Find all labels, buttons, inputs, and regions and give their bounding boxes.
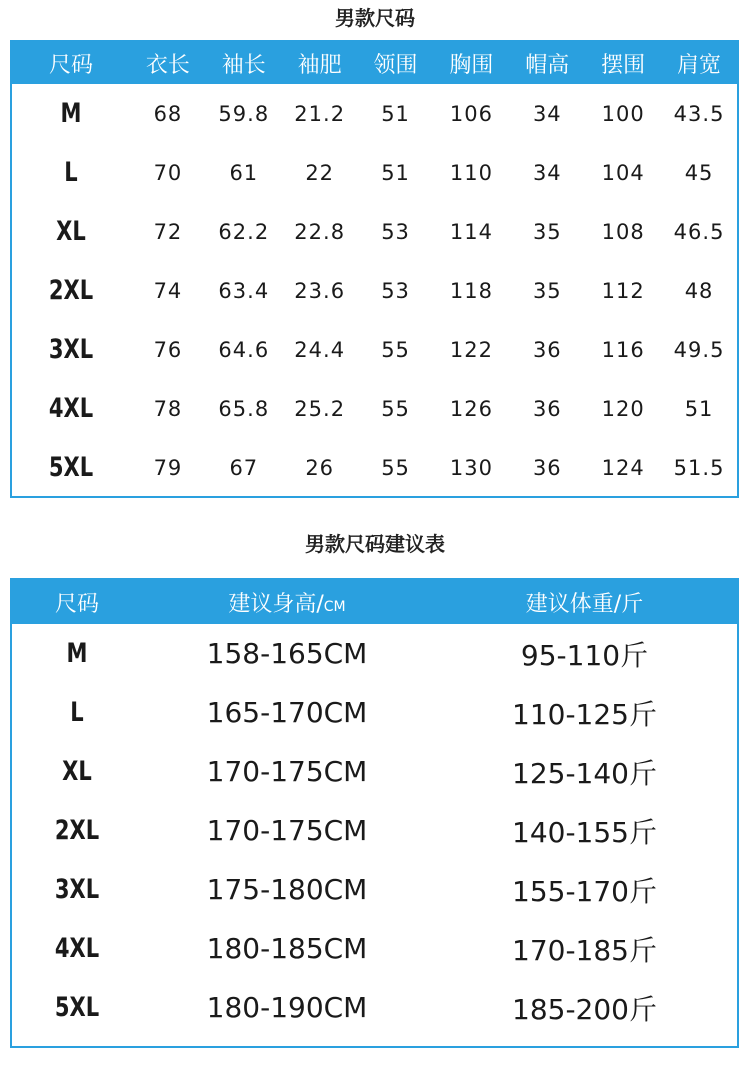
table-row	[12, 919, 737, 978]
table-cell: 55	[381, 337, 410, 362]
table-cell: 72	[153, 219, 183, 244]
table-cell: 104	[601, 160, 645, 185]
header-cell-size: 尺码	[54, 591, 99, 617]
size-chart-table	[10, 40, 739, 498]
table-cell: 130	[449, 455, 493, 480]
table-cell: 49.5	[673, 337, 725, 362]
header-cell: 摆围	[601, 52, 646, 78]
recommendation-table	[10, 578, 739, 1048]
table-cell: 126	[449, 396, 493, 421]
table-cell: 43.5	[673, 101, 725, 126]
table-cell: 24.4	[294, 337, 346, 362]
size-label: 2XL	[54, 815, 100, 846]
table-cell: 120	[601, 396, 645, 421]
height-cell: 170-175CM	[206, 814, 368, 847]
header-cell: 袖长	[221, 52, 266, 78]
header-cell: 领围	[373, 52, 418, 78]
table-cell: 26	[305, 455, 335, 480]
table-cell: 25.2	[294, 396, 346, 421]
size-label: 2XL	[48, 275, 94, 306]
header-cell: 尺码	[48, 52, 93, 78]
height-cell: 175-180CM	[206, 873, 368, 906]
size-label: M	[66, 638, 88, 669]
table-row	[12, 379, 737, 438]
table-cell: 61	[229, 160, 259, 185]
header-height-unit: CM	[323, 598, 346, 615]
table-cell: 63.4	[218, 278, 270, 303]
height-cell: 170-175CM	[206, 755, 368, 788]
header-cell: 帽高	[525, 52, 570, 78]
table-cell: 114	[449, 219, 493, 244]
table-cell: 51	[381, 160, 410, 185]
size-label: XL	[62, 756, 92, 787]
table-cell: 74	[153, 278, 183, 303]
table-row	[12, 742, 737, 801]
table-cell: 108	[601, 219, 645, 244]
table-cell: 116	[601, 337, 645, 362]
table-row	[12, 202, 737, 261]
table-row	[12, 438, 737, 497]
header-cell-weight: 建议体重/斤	[525, 591, 644, 617]
height-cell: 180-190CM	[206, 991, 368, 1024]
size-label: 3XL	[54, 874, 100, 905]
table-cell: 45	[684, 160, 714, 185]
table-cell: 65.8	[218, 396, 270, 421]
height-cell: 180-185CM	[206, 932, 368, 965]
table-cell: 51	[381, 101, 410, 126]
table-row	[12, 683, 737, 742]
table-cell: 53	[381, 219, 410, 244]
size-chart-body	[12, 84, 737, 497]
table-cell: 35	[532, 278, 562, 303]
table-cell: 36	[532, 337, 562, 362]
weight-cell: 125-140斤	[512, 756, 657, 790]
table-cell: 23.6	[294, 278, 346, 303]
header-cell: 肩宽	[677, 52, 722, 78]
size-label: 4XL	[48, 393, 94, 424]
size-label: 5XL	[54, 992, 100, 1023]
table-row	[12, 143, 737, 202]
table-cell: 55	[381, 455, 410, 480]
table-cell: 36	[532, 396, 562, 421]
header-cell-height	[142, 587, 432, 618]
table-row	[12, 84, 737, 143]
size-label: 4XL	[54, 933, 100, 964]
header-cell: 胸围	[449, 52, 494, 78]
header-cell: 衣长	[145, 52, 190, 78]
header-height-label: 建议身高/	[228, 591, 324, 617]
table-cell: 22	[305, 160, 335, 185]
table-row	[12, 320, 737, 379]
table-row	[12, 978, 737, 1037]
table-cell: 64.6	[218, 337, 270, 362]
table-cell: 53	[381, 278, 410, 303]
table-cell: 78	[153, 396, 183, 421]
table-cell: 34	[532, 160, 562, 185]
height-cell: 165-170CM	[206, 696, 368, 729]
table-cell: 51	[684, 396, 714, 421]
table-cell: 124	[601, 455, 645, 480]
size-label: M	[60, 98, 82, 129]
table-cell: 51.5	[673, 455, 725, 480]
recommendation-title: 男款尺码建议表	[305, 532, 445, 556]
table-row	[12, 261, 737, 320]
table-row	[12, 801, 737, 860]
table-cell: 55	[381, 396, 410, 421]
size-label: 3XL	[48, 334, 94, 365]
table-cell: 67	[229, 455, 259, 480]
table-cell: 35	[532, 219, 562, 244]
weight-cell: 110-125斤	[512, 697, 657, 731]
weight-cell: 185-200斤	[512, 992, 657, 1026]
weight-cell: 95-110斤	[520, 638, 649, 672]
table-cell: 76	[153, 337, 183, 362]
size-label: 5XL	[48, 452, 94, 483]
table-cell: 46.5	[673, 219, 725, 244]
table-row	[12, 624, 737, 683]
weight-cell: 140-155斤	[512, 815, 657, 849]
table-cell: 110	[449, 160, 493, 185]
table-cell: 79	[153, 455, 183, 480]
weight-cell: 170-185斤	[512, 933, 657, 967]
table-cell: 112	[601, 278, 645, 303]
table-cell: 106	[449, 101, 493, 126]
header-cell: 袖肥	[297, 52, 342, 78]
table-cell: 70	[153, 160, 183, 185]
table-cell: 100	[601, 101, 645, 126]
size-label: L	[70, 697, 84, 728]
table-cell: 68	[153, 101, 183, 126]
size-label: L	[64, 157, 78, 188]
table-cell: 122	[449, 337, 493, 362]
table-cell: 62.2	[218, 219, 270, 244]
table-cell: 36	[532, 455, 562, 480]
table-cell: 21.2	[294, 101, 346, 126]
table-cell: 34	[532, 101, 562, 126]
recommendation-body	[12, 624, 737, 1037]
weight-cell: 155-170斤	[512, 874, 657, 908]
size-chart-header-row	[12, 42, 737, 84]
table-row	[12, 860, 737, 919]
size-chart-title: 男款尺码	[335, 6, 415, 30]
table-cell: 22.8	[294, 219, 346, 244]
table-cell: 59.8	[218, 101, 270, 126]
table-cell: 48	[684, 278, 714, 303]
table-cell: 118	[449, 278, 493, 303]
height-cell: 158-165CM	[206, 637, 368, 670]
size-label: XL	[56, 216, 86, 247]
recommendation-header-row	[12, 580, 737, 624]
